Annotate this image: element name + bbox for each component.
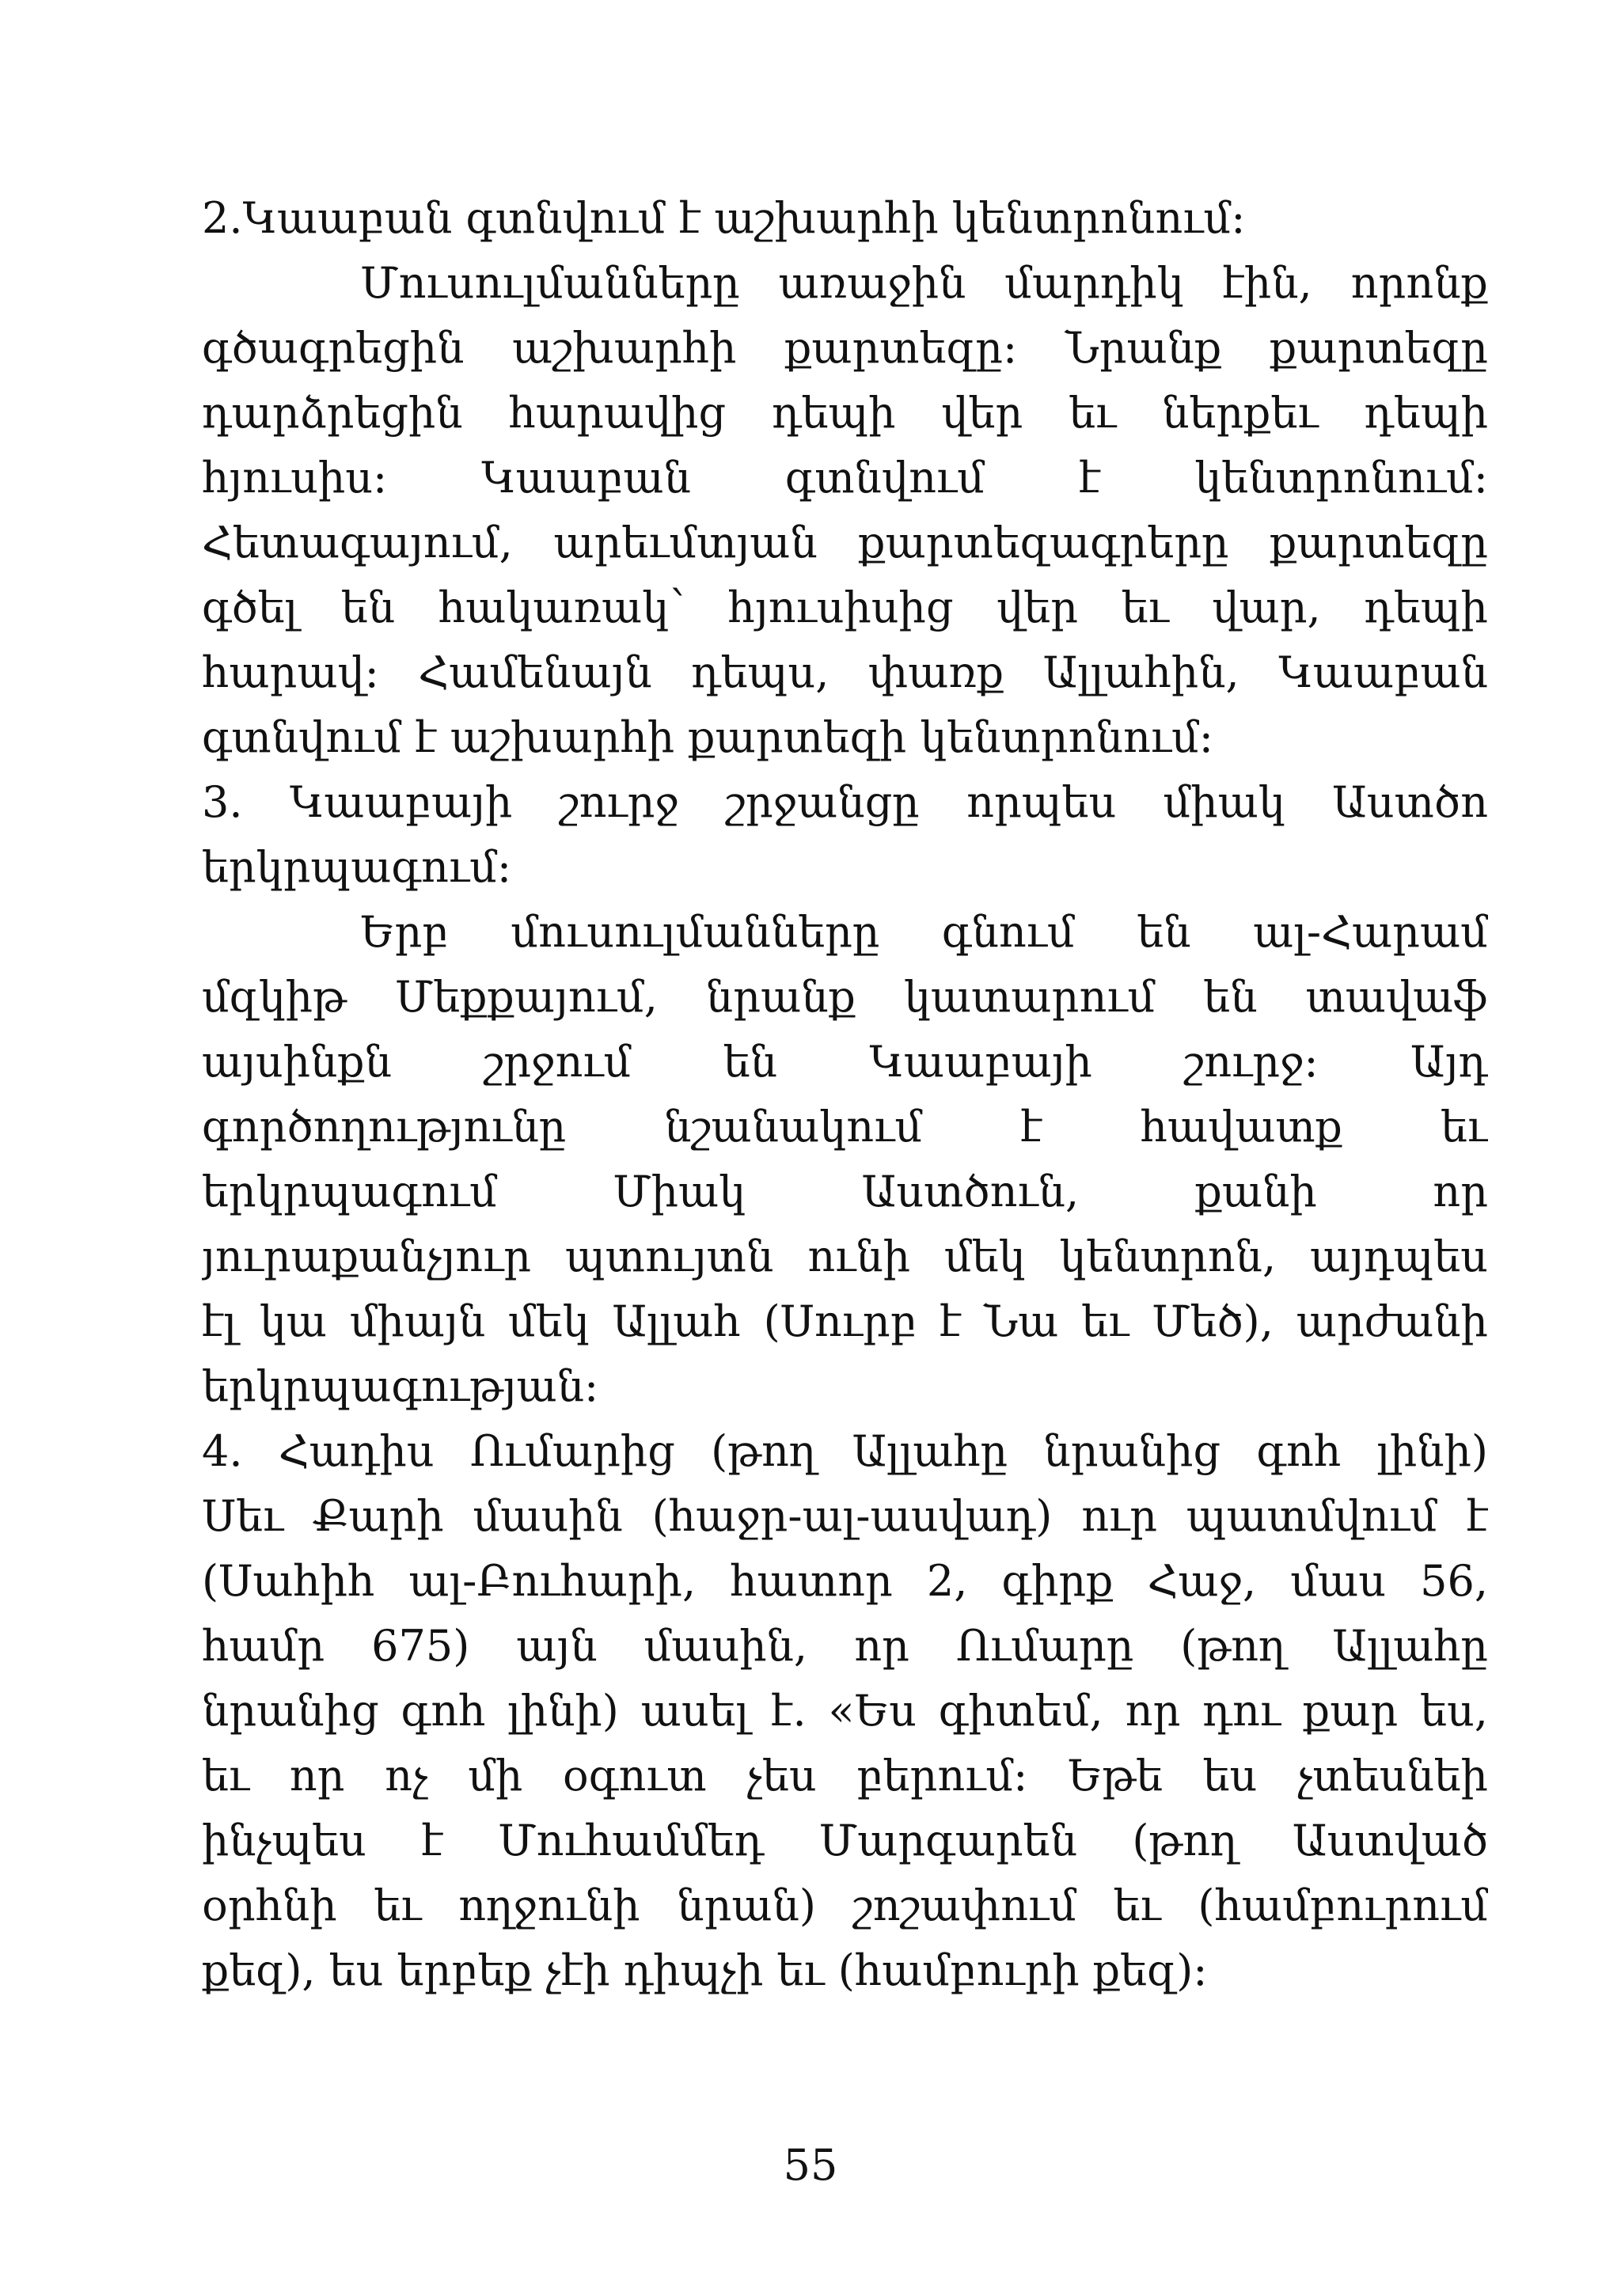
text-line: նրանից գոհ լինի) ասել է. «Ես գիտեմ, որ դու քար ես,: [202, 1686, 1488, 1736]
text-line: գծագրեցին աշխարհի քարտեզը: Նրանք քարտեզը: [202, 323, 1488, 373]
text-line: օրհնի եւ ողջունի նրան) շոշափում եւ (համբուրում: [202, 1880, 1488, 1930]
text-line: Մուսուլմանները առաջին մարդիկ էին, որոնք: [360, 258, 1488, 308]
text-line: երկրպագում Միակ Աստծուն, քանի որ: [202, 1167, 1488, 1216]
text-line: հյուսիս: Կաաբան գտնվում է կենտրոնում:: [202, 453, 1488, 503]
text-line: մզկիթ Մեքքայում, նրանք կատարում են տավաֆ: [202, 972, 1488, 1022]
text-line: 2.Կաաբան գտնվում է աշխարհի կենտրոնում:: [202, 193, 1246, 243]
text-line: եւ որ ոչ մի օգուտ չես բերում: Եթե ես չտեսնեի: [202, 1751, 1488, 1801]
text-line: Սեւ Քարի մասին (հաջր-ալ-ասվադ) ուր պատմվում է: [202, 1491, 1488, 1541]
text-line: երկրպագության:: [202, 1361, 599, 1411]
text-line: Երբ մուսուլմանները գնում են ալ-Հարամ: [360, 907, 1488, 957]
text-line: յուրաքանչյուր պտույտն ունի մեկ կենտրոն, այդպես: [202, 1231, 1488, 1281]
text-line: գտնվում է աշխարհի քարտեզի կենտրոնում:: [202, 712, 1213, 762]
text-line: երկրպագում:: [202, 842, 512, 892]
text-line: 4. Հադիս Ումարից (թող Ալլահը նրանից գոհ լինի): [202, 1426, 1488, 1476]
text-line: հարավ: Համենայն դեպս, փառք Ալլահին, Կաաբան: [202, 647, 1488, 697]
text-line: Հետագայում, արեւմտյան քարտեզագրերը քարտեզը: [202, 518, 1488, 567]
page-number: 55: [783, 2140, 838, 2190]
text-line: գործողությունը նշանակում է հավատք եւ: [202, 1102, 1488, 1152]
text-line: համր 675) այն մասին, որ Ումարը (թող Ալլահը: [202, 1621, 1488, 1671]
text-line: գծել են հակառակ՝ հյուսիսից վեր եւ վար, դեպի: [202, 583, 1488, 632]
text-line: (Սահիհ ալ-Բուհարի, հատոր 2, գիրք Հաջ, մաս 56,: [202, 1556, 1488, 1606]
text-line: 3. Կաաբայի շուրջ շրջանցը որպես միակ Աստծո: [202, 777, 1488, 827]
text-line: քեզ), ես երբեք չէի դիպչի եւ (համբուրի քեզ):: [202, 1945, 1208, 1995]
text-line: այսինքն շրջում են Կաաբայի շուրջ: Այդ: [202, 1037, 1488, 1087]
text-line: ինչպես է Մուհամմեդ Մարգարեն (թող Աստված: [202, 1816, 1488, 1865]
text-line: էլ կա միայն մեկ Ալլահ (Սուրբ է Նա եւ Մեծ), արժանի: [202, 1296, 1488, 1346]
text-line: դարձրեցին հարավից դեպի վեր եւ ներքեւ դեպի: [202, 388, 1488, 438]
document-body: [202, 186, 1488, 2003]
